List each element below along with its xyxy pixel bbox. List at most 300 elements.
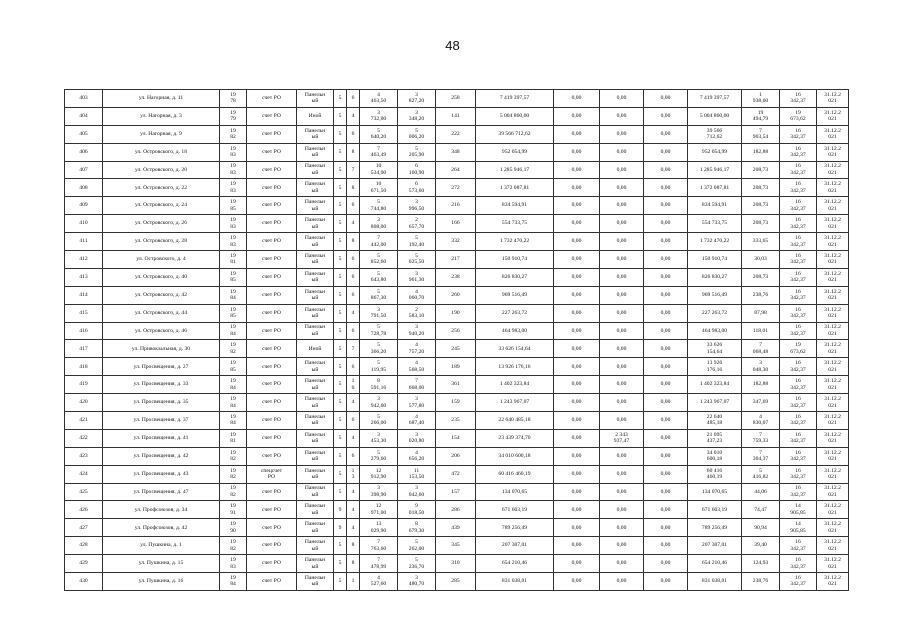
cell-cost-per-sqm: 238,76 <box>742 286 780 304</box>
cell-entrances: 4 <box>347 394 360 412</box>
cell-floors: 5 <box>334 376 347 394</box>
cell-total-cost: 39 566 712,62 <box>476 125 554 143</box>
cell-entrances: 8 <box>347 179 360 197</box>
cell-row-index: 407 <box>65 161 103 179</box>
cell-residents: 189 <box>436 358 476 376</box>
cell-local-funds: 0,00 <box>644 483 688 501</box>
cell-total-cost: 34 010 600,18 <box>476 447 554 465</box>
cell-wall-material: Панельн ый <box>297 286 334 304</box>
cell-total-cost: 654 210,46 <box>476 555 554 573</box>
cell-completion-date: 31.12.2 021 <box>817 161 849 179</box>
cell-federal-funds: 0,00 <box>554 465 600 483</box>
cell-federal-funds: 0,00 <box>554 286 600 304</box>
cell-wall-material: Иной <box>297 340 334 358</box>
table-row <box>65 340 849 358</box>
cell-address: ул. Островского, д. 20 <box>103 161 220 179</box>
cell-local-funds: 0,00 <box>644 143 688 161</box>
cell-address: ул. Островского, д. 46 <box>103 322 220 340</box>
cell-cost-per-sqm: 5 416,82 <box>742 465 780 483</box>
cell-build-year: 19 78 <box>220 90 247 108</box>
table-row <box>65 573 849 591</box>
cell-build-year: 19 85 <box>220 358 247 376</box>
cell-regional-funds: 0,00 <box>600 573 644 591</box>
cell-total-cost: 5 004 860,00 <box>476 107 554 125</box>
table-row <box>65 519 849 537</box>
cell-floors: 5 <box>334 429 347 447</box>
cell-build-year: 19 82 <box>220 537 247 555</box>
cell-account-type: счет РО <box>247 107 297 125</box>
cell-owner-funds: 789 256,49 <box>688 519 742 537</box>
cell-entrances: 8 <box>347 143 360 161</box>
cell-local-funds: 0,00 <box>644 107 688 125</box>
cell-completion-date: 31.12.2 021 <box>817 358 849 376</box>
cell-total-area: 3 808,00 <box>360 215 398 233</box>
cell-build-year: 19 85 <box>220 197 247 215</box>
cell-wall-material: Панельн ый <box>297 233 334 251</box>
cell-address: ул. Островского, д. 26 <box>103 215 220 233</box>
cell-build-year: 19 83 <box>220 215 247 233</box>
cell-build-year: 19 82 <box>220 447 247 465</box>
cell-federal-funds: 0,00 <box>554 573 600 591</box>
table-row <box>65 501 849 519</box>
cell-account-type: счет РО <box>247 90 297 108</box>
cell-local-funds: 0,00 <box>644 251 688 269</box>
cell-federal-funds: 0,00 <box>554 555 600 573</box>
cell-owner-funds: 554 733,75 <box>688 215 742 233</box>
cell-floors: 5 <box>334 215 347 233</box>
cell-address: ул. Островского, д. 4 <box>103 251 220 269</box>
cell-residents: 348 <box>436 143 476 161</box>
cell-address: ул. Нагорная, д. 3 <box>103 107 220 125</box>
cell-row-index: 415 <box>65 304 103 322</box>
cell-total-area: 3 791,50 <box>360 304 398 322</box>
cell-max-cost-per-sqm: 16 342,37 <box>780 90 817 108</box>
cell-federal-funds: 0,00 <box>554 412 600 430</box>
cell-cost-per-sqm: 208,73 <box>742 161 780 179</box>
cell-cost-per-sqm: 7 304,37 <box>742 447 780 465</box>
cell-cost-per-sqm: 208,73 <box>742 268 780 286</box>
cell-cost-per-sqm: 7 068,48 <box>742 340 780 358</box>
cell-account-type: счет РО <box>247 519 297 537</box>
cell-floors: 5 <box>334 340 347 358</box>
cell-build-year: 19 84 <box>220 573 247 591</box>
cell-local-funds: 0,00 <box>644 322 688 340</box>
cell-cost-per-sqm: 90,94 <box>742 519 780 537</box>
cell-federal-funds: 0,00 <box>554 358 600 376</box>
cell-local-funds: 0,00 <box>644 519 688 537</box>
cell-address: ул. Просвещения, д. 43 <box>103 465 220 483</box>
cell-residents: 285 <box>436 573 476 591</box>
cell-cost-per-sqm: 208,73 <box>742 179 780 197</box>
cell-address: ул. Островского, д. 28 <box>103 233 220 251</box>
cell-residents: 345 <box>436 537 476 555</box>
cell-total-area: 12 912,90 <box>360 465 398 483</box>
cell-completion-date: 31.12.2 021 <box>817 483 849 501</box>
cell-cost-per-sqm: 87,98 <box>742 304 780 322</box>
cell-floors: 5 <box>334 573 347 591</box>
cell-account-type: счет РО <box>247 251 297 269</box>
cell-residents: 310 <box>436 555 476 573</box>
cell-floors: 5 <box>334 251 347 269</box>
cell-account-type: счет РО <box>247 573 297 591</box>
cell-cost-per-sqm: 238,76 <box>742 573 780 591</box>
cell-account-type: счет РО <box>247 125 297 143</box>
cell-wall-material: Панельн ый <box>297 465 334 483</box>
cell-completion-date: 31.12.2 021 <box>817 215 849 233</box>
cell-build-year: 19 84 <box>220 286 247 304</box>
cell-total-cost: 1 285 946,17 <box>476 161 554 179</box>
cell-total-cost: 1 732 470,22 <box>476 233 554 251</box>
table-row <box>65 125 849 143</box>
cell-total-cost: 952 054,99 <box>476 143 554 161</box>
cell-residents: 216 <box>436 197 476 215</box>
cell-cost-per-sqm: 118,01 <box>742 322 780 340</box>
cell-total-area: 8 591,16 <box>360 376 398 394</box>
cell-total-area: 5 266,00 <box>360 412 398 430</box>
cell-total-area: 5 279,60 <box>360 447 398 465</box>
cell-max-cost-per-sqm: 16 342,37 <box>780 179 817 197</box>
cell-wall-material: Панельн ый <box>297 125 334 143</box>
cell-account-type: счет РО <box>247 501 297 519</box>
cell-local-funds: 0,00 <box>644 555 688 573</box>
cell-federal-funds: 0,00 <box>554 268 600 286</box>
cell-floors: 5 <box>334 412 347 430</box>
cell-total-area: 5 744,80 <box>360 197 398 215</box>
cell-entrances: 4 <box>347 107 360 125</box>
cell-local-funds: 0,00 <box>644 376 688 394</box>
cell-living-area: 4 687,40 <box>398 412 436 430</box>
page-number: 48 <box>445 38 460 53</box>
cell-build-year: 19 79 <box>220 107 247 125</box>
cell-row-index: 408 <box>65 179 103 197</box>
cell-federal-funds: 0,00 <box>554 429 600 447</box>
cell-residents: 264 <box>436 161 476 179</box>
cell-account-type: счет РО <box>247 394 297 412</box>
cell-total-area: 3 942,60 <box>360 394 398 412</box>
cell-cost-per-sqm: 30,03 <box>742 251 780 269</box>
cell-max-cost-per-sqm: 16 342,37 <box>780 358 817 376</box>
cell-completion-date: 31.12.2 021 <box>817 573 849 591</box>
table-row <box>65 483 849 501</box>
cell-wall-material: Панельн ый <box>297 197 334 215</box>
cell-row-index: 427 <box>65 519 103 537</box>
cell-floors: 5 <box>334 358 347 376</box>
cell-entrances: 6 <box>347 447 360 465</box>
cell-local-funds: 0,00 <box>644 465 688 483</box>
cell-total-area: 13 029,90 <box>360 519 398 537</box>
cell-entrances: 4 <box>347 519 360 537</box>
cell-local-funds: 0,00 <box>644 304 688 322</box>
cell-row-index: 409 <box>65 197 103 215</box>
cell-living-area: 2 657,70 <box>398 215 436 233</box>
cell-living-area: 3 940,20 <box>398 322 436 340</box>
cell-address: ул. Островского, д. 42 <box>103 286 220 304</box>
cell-owner-funds: 33 626 154,64 <box>688 340 742 358</box>
cell-build-year: 19 82 <box>220 125 247 143</box>
cell-address: ул. Просвещения, д. 27 <box>103 358 220 376</box>
cell-owner-funds: 150 910,74 <box>688 251 742 269</box>
cell-completion-date: 31.12.2 021 <box>817 143 849 161</box>
table-row <box>65 143 849 161</box>
cell-max-cost-per-sqm: 16 342,37 <box>780 125 817 143</box>
table-row <box>65 197 849 215</box>
cell-completion-date: 31.12.2 021 <box>817 340 849 358</box>
cell-account-type: счет РО <box>247 322 297 340</box>
table-row <box>65 268 849 286</box>
cell-account-type: счет РО <box>247 376 297 394</box>
cell-account-type: счет РО <box>247 268 297 286</box>
table-row <box>65 394 849 412</box>
cell-residents: 166 <box>436 215 476 233</box>
cell-row-index: 422 <box>65 429 103 447</box>
cell-row-index: 416 <box>65 322 103 340</box>
cell-owner-funds: 22 640 485,18 <box>688 412 742 430</box>
cell-regional-funds: 0,00 <box>600 251 644 269</box>
cell-federal-funds: 0,00 <box>554 376 600 394</box>
cell-federal-funds: 0,00 <box>554 304 600 322</box>
cell-owner-funds: 13 926 176,16 <box>688 358 742 376</box>
cell-regional-funds: 0,00 <box>600 143 644 161</box>
cell-owner-funds: 134 070,65 <box>688 483 742 501</box>
cell-federal-funds: 0,00 <box>554 483 600 501</box>
cell-floors: 9 <box>334 501 347 519</box>
cell-living-area: 5 025,50 <box>398 251 436 269</box>
cell-address: ул. Просвещения, д. 35 <box>103 394 220 412</box>
cell-floors: 5 <box>334 394 347 412</box>
cell-max-cost-per-sqm: 16 342,37 <box>780 537 817 555</box>
cell-completion-date: 31.12.2 021 <box>817 197 849 215</box>
cell-federal-funds: 0,00 <box>554 143 600 161</box>
cell-address: ул. Привокзальная, д. 30 <box>103 340 220 358</box>
cell-floors: 5 <box>334 322 347 340</box>
cell-completion-date: 31.12.2 021 <box>817 412 849 430</box>
cell-row-index: 421 <box>65 412 103 430</box>
cell-total-cost: 554 733,75 <box>476 215 554 233</box>
cell-build-year: 19 83 <box>220 179 247 197</box>
cell-floors: 5 <box>334 268 347 286</box>
cell-local-funds: 0,00 <box>644 394 688 412</box>
table-row <box>65 376 849 394</box>
cell-total-area: 5 852,60 <box>360 251 398 269</box>
cell-entrances: 6 <box>347 251 360 269</box>
cell-total-area: 7 478,99 <box>360 555 398 573</box>
cell-total-cost: 13 926 176,16 <box>476 358 554 376</box>
cell-owner-funds: 39 566 712,62 <box>688 125 742 143</box>
cell-row-index: 411 <box>65 233 103 251</box>
cell-wall-material: Панельн ый <box>297 447 334 465</box>
cell-local-funds: 0,00 <box>644 340 688 358</box>
cell-max-cost-per-sqm: 16 342,37 <box>780 286 817 304</box>
cell-build-year: 19 81 <box>220 429 247 447</box>
cell-local-funds: 0,00 <box>644 412 688 430</box>
cell-residents: 159 <box>436 394 476 412</box>
cell-residents: 361 <box>436 376 476 394</box>
cell-owner-funds: 1 732 470,22 <box>688 233 742 251</box>
cell-regional-funds: 0,00 <box>600 483 644 501</box>
cell-entrances: 1 <box>347 573 360 591</box>
cell-owner-funds: 952 054,99 <box>688 143 742 161</box>
cell-row-index: 410 <box>65 215 103 233</box>
cell-entrances: 8 <box>347 555 360 573</box>
cell-entrances: 7 <box>347 340 360 358</box>
table-row <box>65 179 849 197</box>
table-row <box>65 251 849 269</box>
cell-account-type: счет РО <box>247 197 297 215</box>
cell-owner-funds: 5 004 860,00 <box>688 107 742 125</box>
cell-floors: 5 <box>334 179 347 197</box>
cell-living-area: 3 348,20 <box>398 107 436 125</box>
cell-row-index: 406 <box>65 143 103 161</box>
cell-wall-material: Иной <box>297 107 334 125</box>
cell-build-year: 19 84 <box>220 394 247 412</box>
cell-floors: 5 <box>334 483 347 501</box>
cell-max-cost-per-sqm: 16 342,37 <box>780 429 817 447</box>
cell-address: ул. Пушкина, д. 1 <box>103 537 220 555</box>
cell-regional-funds: 0,00 <box>600 501 644 519</box>
cell-total-cost: 826 830,27 <box>476 268 554 286</box>
cell-row-index: 425 <box>65 483 103 501</box>
cell-total-cost: 23 439 374,70 <box>476 429 554 447</box>
cell-local-funds: 0,00 <box>644 429 688 447</box>
cell-floors: 5 <box>334 143 347 161</box>
cell-federal-funds: 0,00 <box>554 161 600 179</box>
cell-living-area: 4 757,20 <box>398 340 436 358</box>
cell-row-index: 428 <box>65 537 103 555</box>
cell-wall-material: Панельн ый <box>297 161 334 179</box>
cell-cost-per-sqm: 4 830,07 <box>742 412 780 430</box>
cell-total-cost: 227 263,72 <box>476 304 554 322</box>
cell-local-funds: 0,00 <box>644 573 688 591</box>
cell-floors: 5 <box>334 537 347 555</box>
cell-build-year: 19 82 <box>220 465 247 483</box>
cell-cost-per-sqm: 347,69 <box>742 394 780 412</box>
cell-account-type: счет РО <box>247 304 297 322</box>
cell-completion-date: 31.12.2 021 <box>817 125 849 143</box>
cell-build-year: 19 83 <box>220 555 247 573</box>
cell-build-year: 19 85 <box>220 268 247 286</box>
cell-cost-per-sqm: 39,40 <box>742 537 780 555</box>
housing-register-table <box>64 89 849 591</box>
cell-completion-date: 31.12.2 021 <box>817 286 849 304</box>
cell-regional-funds: 0,00 <box>600 286 644 304</box>
cell-floors: 5 <box>334 125 347 143</box>
cell-local-funds: 0,00 <box>644 286 688 304</box>
cell-floors: 9 <box>334 519 347 537</box>
cell-max-cost-per-sqm: 16 342,37 <box>780 197 817 215</box>
cell-wall-material: Панельн ый <box>297 519 334 537</box>
table-body <box>65 90 849 591</box>
cell-wall-material: Панельн ый <box>297 394 334 412</box>
cell-completion-date: 31.12.2 021 <box>817 322 849 340</box>
cell-completion-date: 31.12.2 021 <box>817 268 849 286</box>
cell-living-area: 9 018,50 <box>398 501 436 519</box>
cell-living-area: 6 573,60 <box>398 179 436 197</box>
cell-address: ул. Пушкина, д. 15 <box>103 555 220 573</box>
cell-total-area: 5 728,78 <box>360 322 398 340</box>
cell-total-area: 12 971,00 <box>360 501 398 519</box>
cell-federal-funds: 0,00 <box>554 394 600 412</box>
table-row <box>65 429 849 447</box>
cell-owner-funds: 831 038,01 <box>688 573 742 591</box>
cell-row-index: 426 <box>65 501 103 519</box>
cell-local-funds: 0,00 <box>644 447 688 465</box>
cell-residents: 332 <box>436 233 476 251</box>
cell-floors: 5 <box>334 447 347 465</box>
cell-total-area: 7 442,00 <box>360 233 398 251</box>
table-row <box>65 447 849 465</box>
cell-total-cost: 834 594,91 <box>476 197 554 215</box>
cell-federal-funds: 0,00 <box>554 215 600 233</box>
cell-row-index: 403 <box>65 90 103 108</box>
cell-entrances: 4 <box>347 483 360 501</box>
cell-floors: 5 <box>334 90 347 108</box>
cell-floors: 5 <box>334 555 347 573</box>
cell-regional-funds: 0,00 <box>600 358 644 376</box>
cell-account-type: счет РО <box>247 447 297 465</box>
cell-regional-funds: 0,00 <box>600 304 644 322</box>
cell-cost-per-sqm: 208,73 <box>742 197 780 215</box>
cell-living-area: 5 262,00 <box>398 537 436 555</box>
cell-row-index: 430 <box>65 573 103 591</box>
cell-max-cost-per-sqm: 16 342,37 <box>780 143 817 161</box>
cell-federal-funds: 0,00 <box>554 447 600 465</box>
cell-max-cost-per-sqm: 16 342,37 <box>780 233 817 251</box>
cell-total-area: 7 463,49 <box>360 143 398 161</box>
cell-cost-per-sqm: 74,47 <box>742 501 780 519</box>
cell-federal-funds: 0,00 <box>554 125 600 143</box>
cell-total-cost: 969 516,49 <box>476 286 554 304</box>
table-row <box>65 233 849 251</box>
cell-living-area: 5 205,90 <box>398 143 436 161</box>
cell-federal-funds: 0,00 <box>554 251 600 269</box>
cell-total-cost: 134 070,65 <box>476 483 554 501</box>
cell-cost-per-sqm: 333,65 <box>742 233 780 251</box>
cell-local-funds: 0,00 <box>644 537 688 555</box>
cell-entrances: 6 <box>347 268 360 286</box>
cell-regional-funds: 0,00 <box>600 412 644 430</box>
cell-owner-funds: 60 416 460,19 <box>688 465 742 483</box>
cell-residents: 206 <box>436 447 476 465</box>
cell-local-funds: 0,00 <box>644 501 688 519</box>
cell-regional-funds: 0,00 <box>600 215 644 233</box>
cell-max-cost-per-sqm: 16 342,37 <box>780 394 817 412</box>
cell-living-area: 5 236,70 <box>398 555 436 573</box>
cell-address: ул. Островского, д. 18 <box>103 143 220 161</box>
cell-row-index: 420 <box>65 394 103 412</box>
cell-cost-per-sqm: 7 903,54 <box>742 125 780 143</box>
cell-regional-funds: 0,00 <box>600 107 644 125</box>
cell-entrances: 4 <box>347 501 360 519</box>
cell-entrances: 4 <box>347 429 360 447</box>
cell-max-cost-per-sqm: 16 342,37 <box>780 573 817 591</box>
cell-total-area: 10 671,50 <box>360 179 398 197</box>
cell-local-funds: 0,00 <box>644 161 688 179</box>
cell-build-year: 19 83 <box>220 161 247 179</box>
cell-local-funds: 0,00 <box>644 215 688 233</box>
cell-wall-material: Панельн ый <box>297 215 334 233</box>
cell-owner-funds: 654 210,46 <box>688 555 742 573</box>
cell-federal-funds: 0,00 <box>554 519 600 537</box>
cell-cost-per-sqm: 7 759,33 <box>742 429 780 447</box>
cell-regional-funds: 0,00 <box>600 465 644 483</box>
cell-cost-per-sqm: 182,88 <box>742 143 780 161</box>
cell-total-cost: 33 626 154,64 <box>476 340 554 358</box>
cell-floors: 5 <box>334 107 347 125</box>
cell-wall-material: Панельн ый <box>297 537 334 555</box>
cell-max-cost-per-sqm: 16 342,37 <box>780 251 817 269</box>
table-row <box>65 555 849 573</box>
cell-address: ул. Островского, д. 22 <box>103 179 220 197</box>
